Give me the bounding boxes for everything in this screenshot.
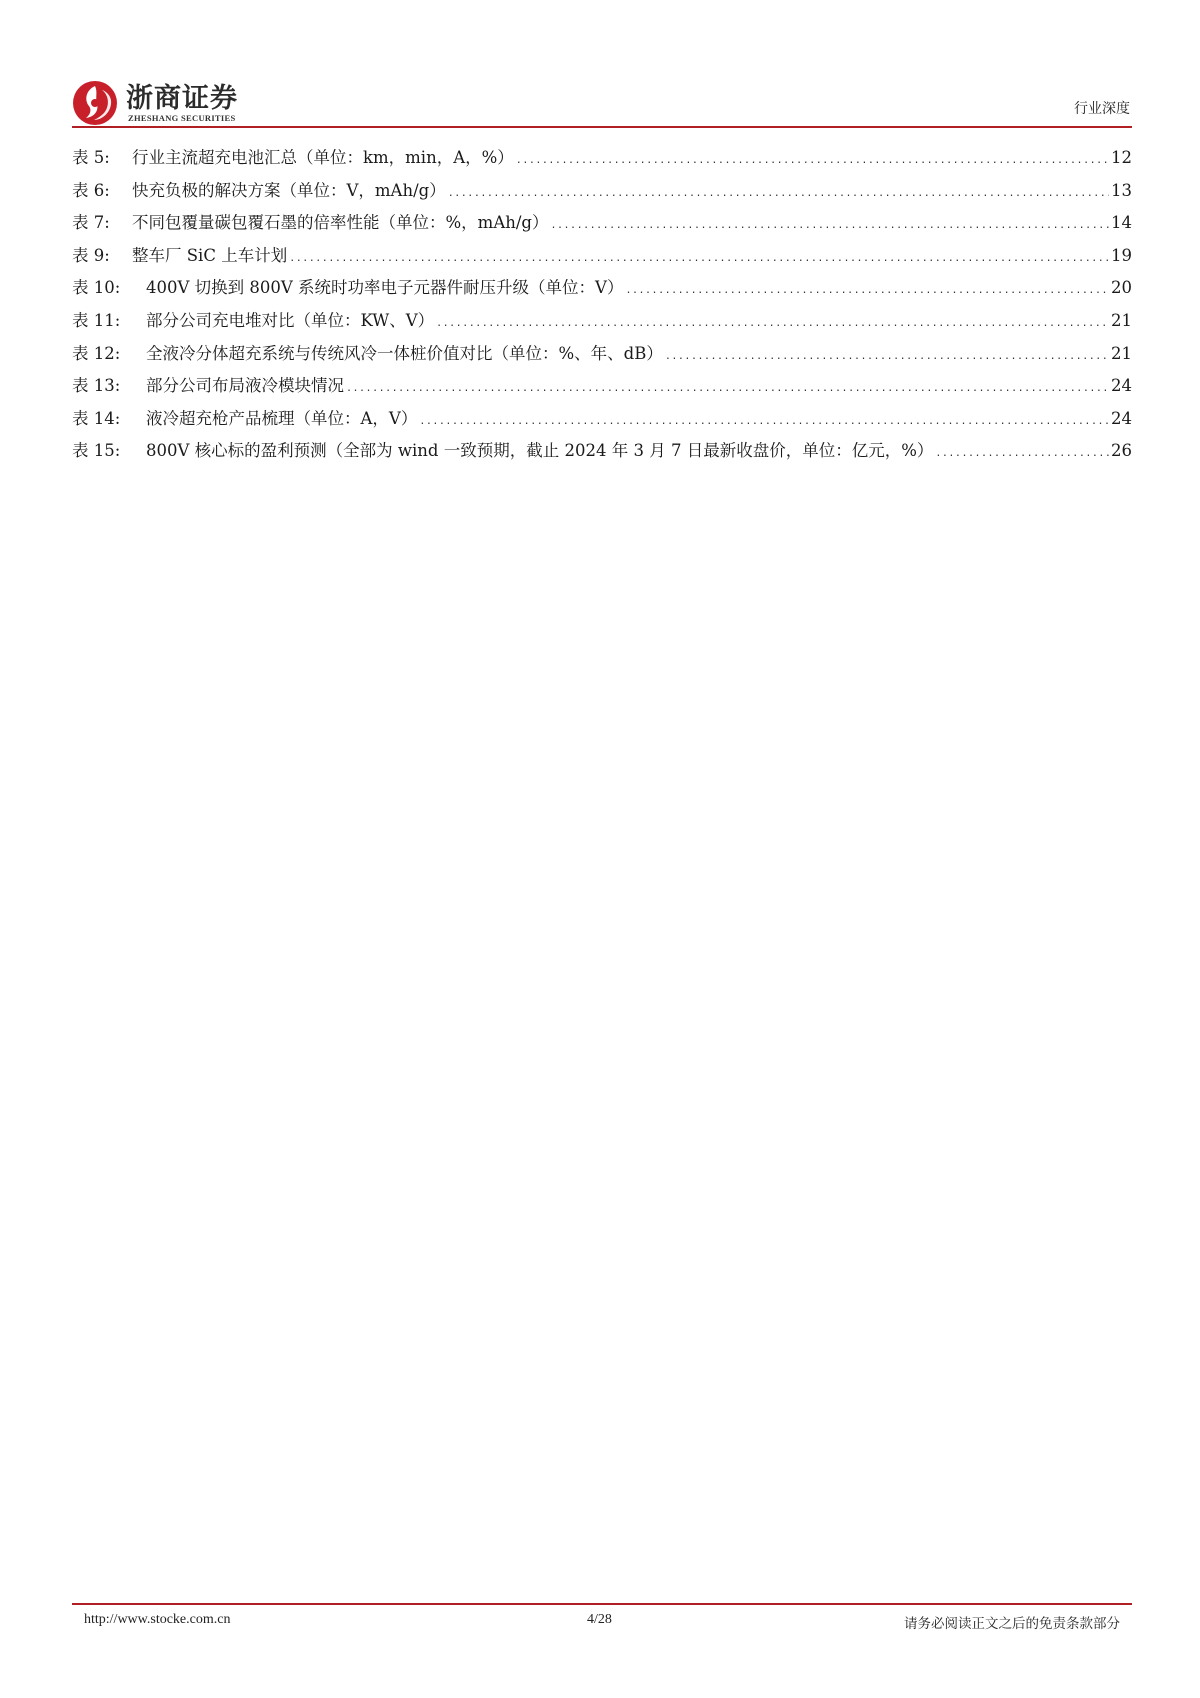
toc-entry-number: 表 11:	[72, 310, 121, 330]
toc-dot-leader	[419, 416, 1109, 427]
toc-entry[interactable]	[72, 340, 1132, 373]
toc-entry-page: 21	[1111, 343, 1132, 363]
toc-entry[interactable]	[72, 372, 1132, 405]
page-number: 4/28	[587, 1612, 612, 1627]
toc-entry-title: 不同包覆量碳包覆石墨的倍率性能（单位：%，mAh/g）	[132, 213, 549, 233]
header-divider	[72, 126, 1132, 128]
toc-entry-title: 全液冷分体超充系统与传统风冷一体桩价值对比（单位：%、年、dB）	[146, 343, 663, 363]
footer-divider	[72, 1603, 1132, 1605]
toc-entry-title: 快充负极的解决方案（单位：V，mAh/g）	[132, 180, 446, 200]
toc-entry-number: 表 15:	[72, 441, 121, 461]
toc-entry[interactable]	[72, 242, 1132, 275]
website-link[interactable]: http://www.stocke.com.cn	[84, 1612, 231, 1627]
toc-entry-title: 800V 核心标的盈利预测（全部为 wind 一致预期，截止 2024 年 3 月 7 日最新收盘价，单位：亿元，%）	[146, 441, 934, 461]
page-header	[72, 76, 1132, 128]
toc-entry-number: 表 7:	[72, 213, 110, 233]
toc-entry-title: 行业主流超充电池汇总（单位：km，min，A，%）	[132, 148, 514, 167]
logo-english-name: ZHESHANG SECURITIES	[128, 113, 236, 123]
toc-entry-number: 表 5:	[72, 148, 110, 167]
toc-entry-title: 液冷超充枪产品梳理（单位：A，V）	[146, 408, 418, 428]
toc-dot-leader	[436, 318, 1109, 329]
toc-entry-number: 表 12:	[72, 343, 121, 363]
toc-entry-page: 24	[1111, 408, 1132, 428]
toc-entry-number: 表 9:	[72, 245, 110, 265]
logo-chinese-name: 浙商证券	[126, 83, 238, 114]
toc-dot-leader	[551, 220, 1110, 231]
toc-dot-leader	[935, 448, 1109, 459]
toc-entry[interactable]	[72, 177, 1132, 210]
toc-entry-title: 部分公司充电堆对比（单位：KW、V）	[146, 310, 435, 330]
toc-entry-page: 14	[1111, 213, 1132, 233]
toc-entry[interactable]	[72, 274, 1132, 307]
page-footer	[72, 1612, 1132, 1636]
toc-entry-page: 13	[1111, 180, 1132, 200]
toc-entry-page: 19	[1111, 245, 1132, 265]
toc-entry-number: 表 13:	[72, 376, 121, 396]
toc-entry[interactable]	[72, 144, 1132, 177]
toc-dot-leader	[665, 351, 1109, 362]
toc-entry-page: 24	[1111, 376, 1132, 396]
toc-entry[interactable]	[72, 405, 1132, 438]
toc-entry[interactable]	[72, 209, 1132, 242]
toc-entry[interactable]	[72, 307, 1132, 340]
toc-entry-title: 400V 切换到 800V 系统时功率电子元器件耐压升级（单位：V）	[146, 278, 624, 298]
toc-entry-number: 表 14:	[72, 408, 121, 428]
toc-entry-title: 整车厂 SiC 上车计划	[132, 245, 288, 265]
company-logo	[72, 76, 262, 128]
toc-entry-page: 26	[1111, 441, 1132, 461]
toc-entry-page: 20	[1111, 278, 1132, 298]
toc-dot-leader	[625, 285, 1109, 296]
toc-entry[interactable]	[72, 437, 1132, 470]
disclaimer-note: 请务必阅读正文之后的免责条款部分	[904, 1616, 1120, 1632]
table-of-tables	[72, 144, 1132, 470]
toc-entry-page: 12	[1111, 148, 1132, 167]
toc-entry-page: 21	[1111, 310, 1132, 330]
toc-dot-leader	[516, 155, 1109, 166]
toc-entry-number: 表 10:	[72, 278, 121, 298]
section-tag: 行业深度	[1074, 101, 1130, 117]
toc-entry-number: 表 6:	[72, 180, 110, 200]
toc-dot-leader	[448, 188, 1109, 199]
toc-dot-leader	[289, 253, 1109, 264]
toc-entry-title: 部分公司布局液冷模块情况	[146, 376, 344, 396]
zheshang-logo-icon	[72, 80, 118, 126]
toc-dot-leader	[346, 383, 1109, 394]
